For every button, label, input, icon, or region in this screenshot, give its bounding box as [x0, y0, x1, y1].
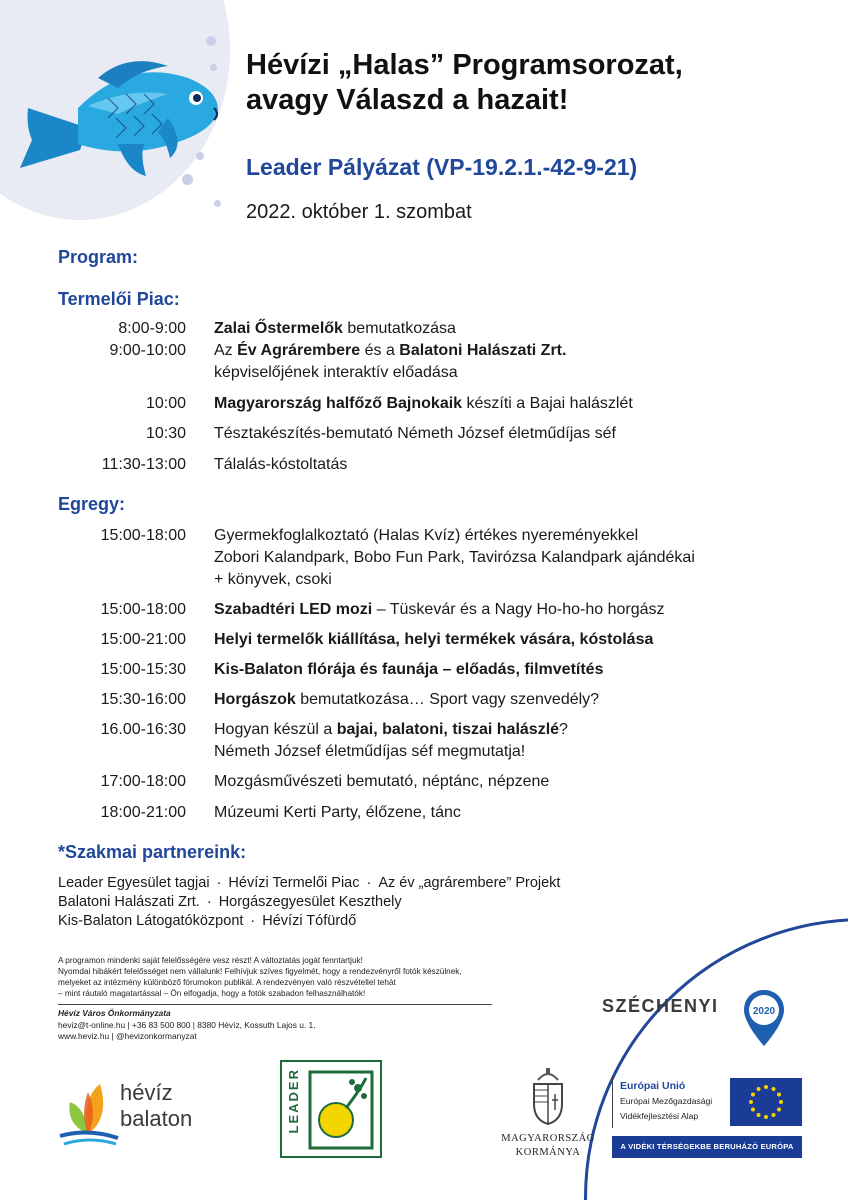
other-heading: Egregy: — [58, 494, 126, 514]
partner-separator: · — [206, 894, 212, 910]
schedule-time: 16.00-16:30 — [100, 721, 186, 738]
schedule-time: 10:30 — [145, 425, 186, 442]
schedule-time: 15:00-18:00 — [100, 601, 186, 618]
schedule-time: 15:30-16:00 — [100, 691, 186, 708]
schedule-text: Zalai Őstermelők bemutatkozása — [214, 320, 456, 337]
schedule-text: Gyermekfoglalkoztató (Halas Kvíz) értékes nyereményekkel Zobori Kalandpark, Bobo Fun Park, Tavirózsa Kalandpark ajándékai + könyvek, csoki — [214, 527, 695, 588]
hungarian-government-logo — [500, 1066, 596, 1166]
schedule-text: Horgászok bemutatkozása… Sport vagy szenvedély? — [214, 691, 600, 708]
partner-name: Az év „agrárembere” Projekt — [378, 875, 561, 891]
partner-name: Hévízi Termelői Piac — [228, 875, 360, 891]
organizer-name: Hévíz Város Önkormányzata — [58, 1008, 171, 1018]
event-date: 2022. október 1. szombat — [246, 201, 472, 223]
eu-fund-label: Vidékfejlesztési Alap — [620, 1111, 699, 1121]
szechenyi-year: 2020 — [752, 1006, 776, 1017]
disclaimer-line: Nyomdai hibákért felelősséget nem vállalunk! Felhívjuk szíves figyelmét, hogy a rendezvényről fotók készülnek, — [58, 967, 462, 976]
disclaimer — [58, 955, 508, 999]
partner-line — [58, 874, 560, 893]
bubble-dot — [206, 36, 216, 46]
eu-label: Európai Unió — [620, 1080, 686, 1092]
page-title — [246, 48, 836, 118]
szechenyi-pin-icon — [742, 988, 786, 1048]
title-line-2: avagy Válaszd a hazait! — [246, 84, 569, 116]
leader-emblem-icon — [306, 1068, 376, 1152]
partner-name: Horgászegyesület Keszthely — [218, 894, 402, 910]
szechenyi-logo — [602, 988, 802, 1052]
heviz-balaton-logo — [58, 1074, 238, 1146]
schedule-text: Mozgásművészeti bemutató, néptánc, népzene — [214, 773, 550, 790]
schedule-text: Kis-Balaton flórája és faunája – előadás, filmvetítés — [214, 661, 604, 678]
schedule-time: 10:00 — [145, 395, 186, 412]
schedule-time: 15:00-18:00 — [100, 527, 186, 544]
partner-name: Leader Egyesület tagjai — [58, 875, 210, 891]
schedule-time: 15:00-21:00 — [100, 631, 186, 648]
disclaimer-line: melyeket az intézmény különböző fórumokon publikál. A rendezvényen való részvétellel tehát — [58, 978, 396, 987]
schedule-time: 8:00-9:00 — [118, 320, 186, 337]
program-heading: Program: — [58, 247, 139, 267]
partner-name: Balatoni Halászati Zrt. — [58, 894, 200, 910]
fish-illustration — [18, 48, 223, 178]
eu-funding-logo — [612, 1076, 802, 1160]
organizer-web: www.heviz.hu | @hevizonkormanyzat — [58, 1031, 197, 1041]
leader-logo — [280, 1060, 382, 1158]
organizer-contact: heviz@t-online.hu | +36 83 500 800 | 8380 Hévíz, Kossuth Lajos u. 1. — [58, 1019, 316, 1030]
schedule-text: Az Év Agrárembere és a Balatoni Halászati Zrt. képviselőjének interaktív előadása — [214, 342, 567, 381]
schedule-text: Tálalás-kóstoltatás — [214, 456, 348, 473]
divider — [58, 1004, 492, 1005]
disclaimer-line: A programon mindenki saját felelősségére vesz részt! A változtatás jogát fenntartjuk! — [58, 956, 363, 965]
government-label — [500, 1132, 596, 1160]
government-label-line: MAGYARORSZÁG — [501, 1133, 595, 1144]
heviz-label: hévíz — [120, 1080, 173, 1105]
schedule-time: 17:00-18:00 — [100, 773, 186, 790]
partner-separator: · — [216, 875, 222, 891]
schedule-text: Magyarország halfőző Bajnokaik készíti a Bajai halászlét — [214, 395, 633, 412]
schedule-text: Szabadtéri LED mozi – Tüskevár és a Nagy Ho-ho-ho horgász — [214, 601, 665, 618]
schedule-time: 11:30-13:00 — [101, 456, 186, 473]
schedule-text: Hogyan készül a bajai, balatoni, tiszai halászlé? Németh József életműdíjas séf megmutatja! — [214, 721, 568, 760]
schedule-time: 18:00-21:00 — [100, 804, 186, 821]
government-label-line: KORMÁNYA — [515, 1147, 581, 1158]
partner-separator: · — [366, 875, 372, 891]
schedule-time: 9:00-10:00 — [109, 342, 186, 359]
organizer-info — [58, 1008, 316, 1043]
leaf-icon — [58, 1074, 120, 1146]
leader-label: LEADER — [286, 1068, 301, 1134]
coat-of-arms-icon — [530, 1066, 566, 1126]
partner-name: Kis-Balaton Látogatóközpont — [58, 913, 244, 929]
partner-line — [58, 893, 402, 912]
partners-heading: *Szakmai partnereink: — [58, 842, 247, 862]
eu-banner: A VIDÉKI TÉRSÉGEKBE BERUHÁZÓ EURÓPA — [612, 1136, 802, 1158]
bubble-dot — [214, 200, 221, 207]
market-heading: Termelői Piac: — [58, 289, 180, 309]
balaton-label: balaton — [120, 1106, 193, 1131]
eu-fund-label: Európai Mezőgazdasági — [620, 1096, 713, 1106]
divider — [612, 1076, 613, 1128]
partner-name: Hévízi Tófürdő — [262, 913, 357, 929]
title-line-1: Hévízi „Halas” Programsorozat, — [246, 49, 683, 81]
schedule-text: Tésztakészítés-bemutató Németh József életműdíjas séf — [214, 425, 616, 442]
schedule-text: Helyi termelők kiállítása, helyi termékek vására, kóstolása — [214, 631, 654, 648]
eu-flag-icon — [730, 1078, 802, 1126]
szechenyi-label: SZÉCHENYI — [602, 996, 719, 1016]
schedule-time: 15:00-15:30 — [100, 661, 186, 678]
disclaimer-line: – mint ráutaló magatartással – Ön elfogadja, hogy a fotók szabadon felhasználhatók! — [58, 989, 366, 998]
partner-separator: · — [250, 913, 256, 929]
schedule-text: Múzeumi Kerti Party, élőzene, tánc — [214, 804, 461, 821]
page-subtitle: Leader Pályázat (VP-19.2.1.-42-9-21) — [246, 154, 638, 180]
partner-line — [58, 912, 356, 931]
